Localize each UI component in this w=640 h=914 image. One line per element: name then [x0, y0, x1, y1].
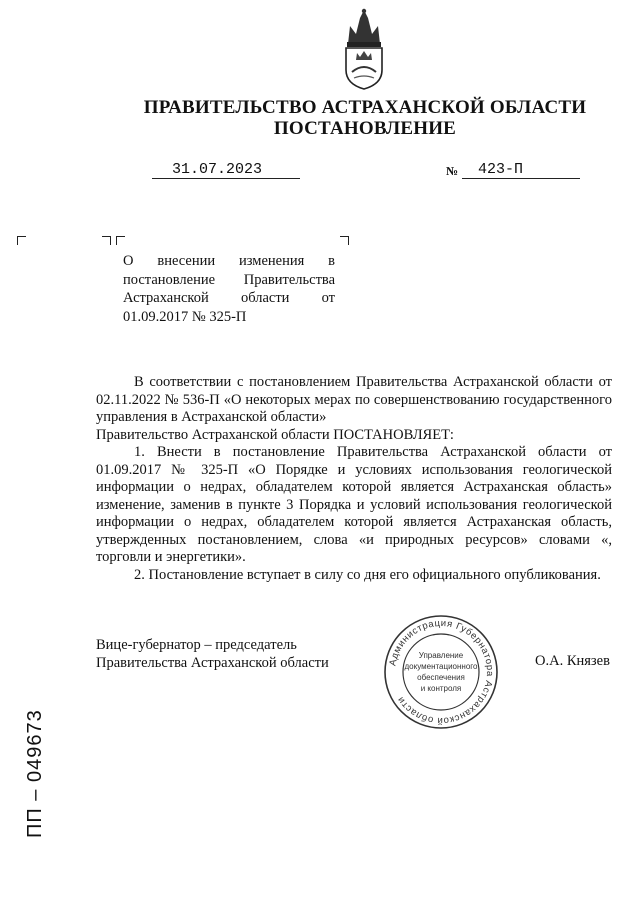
item-1-paragraph: 1. Внести в постановление Правительства Астраханской области от 01.09.2017 № 325-П «О Порядке и условиях использования геологической информации о недрах, обладателем которой является Астраханская область» изменение, заменив в пункте 3 Порядка и условий использования геологической информации о недрах, обладателем которой является Астраханская область, утвержденных постановлением, слова «и природных ресурсов» словами «, торговли и энергетики». — [96, 444, 612, 565]
number-sign: № — [446, 164, 459, 178]
corner-mark-left — [17, 236, 26, 245]
coat-of-arms-emblem — [338, 8, 390, 90]
stamp-center-line-2: документационного — [404, 662, 478, 671]
item-2-paragraph: 2. Постановление вступает в силу со дня его официального опубликования. — [134, 566, 601, 583]
signer-title — [96, 636, 329, 672]
organization-title: ПРАВИТЕЛЬСТВО АСТРАХАНСКОЙ ОБЛАСТИ — [143, 97, 587, 118]
document-date: 31.07.2023 — [172, 161, 263, 178]
date-underline — [152, 178, 300, 179]
corner-mark-inner-right — [102, 236, 111, 245]
document-subject: О внесении изменения в постановление Правительства Астраханской области от 01.09.2017 № 325-П — [123, 253, 335, 325]
signer-title-line-2: Правительства Астраханской области — [96, 655, 329, 671]
document-body — [96, 374, 612, 584]
resolves-paragraph: Правительство Астраханской области ПОСТАНОВЛЯЕТ: — [96, 426, 454, 443]
preamble-paragraph: В соответствии с постановлением Правительства Астраханской области от 02.11.2022 № 536-П «О некоторых мерах по совершенствованию государственного управления в Астраханской области» — [96, 374, 612, 425]
side-serial-code: ПП – 049673 — [24, 709, 46, 838]
official-stamp — [383, 614, 499, 730]
stamp-center-line-1: Управление — [418, 651, 464, 660]
corner-mark-right — [340, 236, 349, 245]
signer-title-line-1: Вице-губернатор – председатель — [96, 637, 297, 653]
stamp-center-line-4: и контроля — [420, 684, 462, 693]
signer-name: О.А. Князев — [535, 653, 610, 669]
document-number: 423-П — [478, 161, 524, 178]
stamp-center-line-3: обеспечения — [417, 673, 465, 682]
stamp-ring-text: Администрация Губернатора Астраханской области — [387, 617, 496, 727]
corner-mark-inner-left — [116, 236, 125, 245]
number-underline — [462, 178, 580, 179]
document-type-title: ПОСТАНОВЛЕНИЕ — [273, 118, 457, 139]
